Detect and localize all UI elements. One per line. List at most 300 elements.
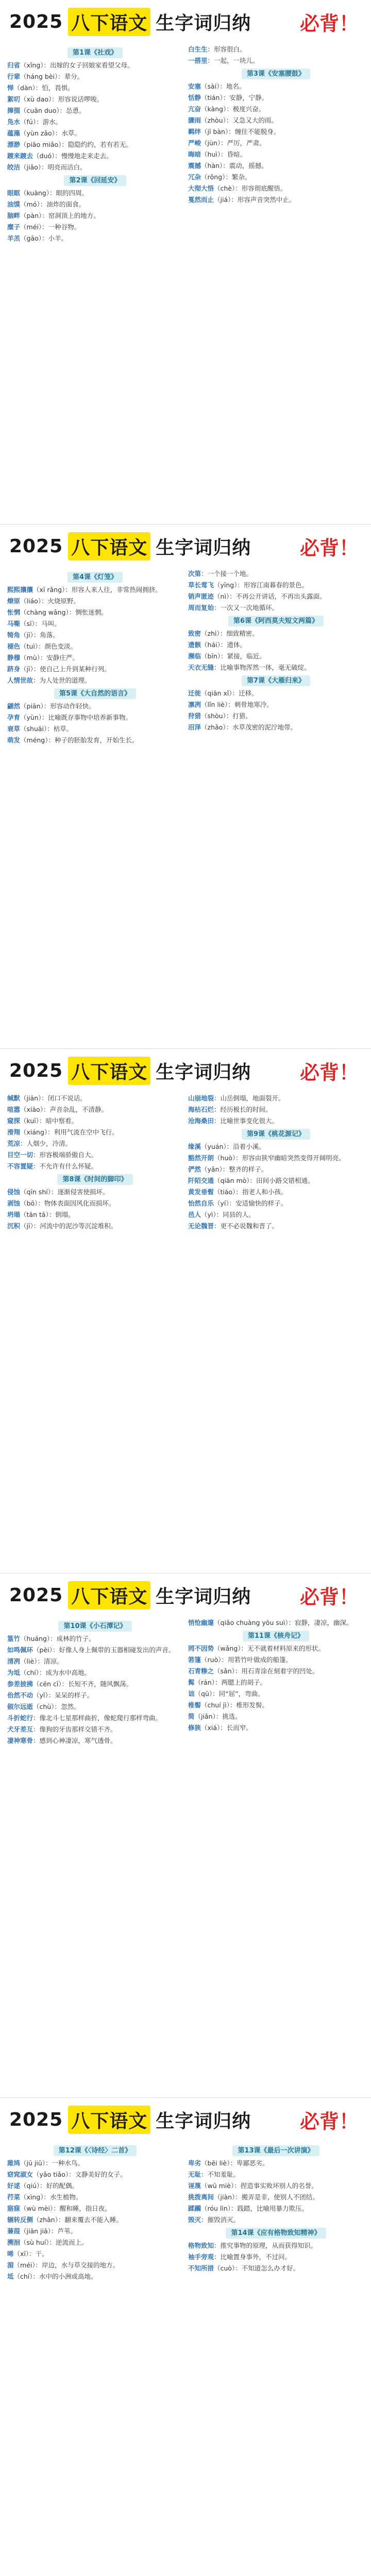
vocab-word: 行辈 — [7, 73, 21, 80]
vocab-word: 袖手旁观 — [188, 2253, 214, 2261]
vocab-definition: （qiǎo chuàng yōu suì）：寂静，凄凉，幽深。 — [214, 1619, 353, 1626]
vocab-word: 剥蚀 — [7, 1199, 21, 1207]
vocab-definition: （yǐ）：呆呆的样子。 — [33, 1691, 94, 1699]
vocab-definition: （róu lìn）：践踏，比喻用暴力欺压。 — [201, 2205, 309, 2212]
lesson-heading — [188, 2228, 364, 2239]
title-subtitle: 生字词归纳 — [156, 1061, 251, 1083]
lesson-heading — [7, 175, 183, 186]
vocab-word: 俶尔远逝 — [7, 1703, 33, 1710]
vocab-word: 草长莺飞 — [188, 581, 214, 589]
vocab-definition: （huì）：昏暗。 — [201, 150, 247, 158]
vocab-entry — [7, 2170, 183, 2179]
vocab-definition: （cuān duo）：怂恿。 — [20, 107, 86, 114]
vocab-entry — [7, 140, 183, 149]
lesson-title: 第12课《〈诗经〉二首》 — [54, 2145, 137, 2156]
page-title — [0, 1579, 371, 1612]
vocab-entry — [188, 651, 364, 661]
vocab-entry — [7, 1736, 183, 1745]
vocab-definition: （wū miè）：捏造事实败坏别人的名誉。 — [201, 2182, 318, 2190]
vocab-definition: （rǒng）：繁杂。 — [201, 173, 251, 181]
columns — [7, 1093, 364, 1566]
vocab-definition: （bēi liè）：卑鄙恶劣。 — [201, 2159, 269, 2167]
vocab-entry — [7, 1656, 183, 1666]
vocab-definition: （qiān mò）：田间小路交错相通。 — [214, 1177, 314, 1184]
vocab-definition: （jū jiū）：一种水鸟。 — [20, 2159, 85, 2167]
title-year: 2025 — [9, 11, 63, 32]
vocab-definition: （sài）：地名。 — [201, 82, 246, 90]
vocab-definition: ：一个接一个地。 — [201, 570, 253, 578]
vocab-entry — [7, 188, 183, 198]
vocab-entry — [7, 1668, 183, 1677]
column-right — [188, 44, 364, 517]
vocab-word: 衰草 — [7, 725, 21, 733]
vocab-definition: ：一次又一次地循环。 — [214, 604, 279, 612]
vocab-word: 窈窕淑女 — [7, 2171, 33, 2178]
lesson-title: 第10课《小石潭记》 — [58, 1621, 131, 1632]
vocab-entry — [7, 2192, 183, 2202]
vocab-definition: （zhì）：细致精密。 — [201, 630, 259, 637]
vocab-definition: （xiá）：长而窄。 — [201, 1724, 252, 1732]
vocab-definition: （méi）：一种谷物。 — [20, 223, 81, 231]
vocab-definition: （piāo miǎo）：隐隐约约，若有若无。 — [20, 141, 132, 148]
page-title — [0, 1054, 371, 1087]
vocab-word: 羊羔 — [7, 234, 21, 242]
vocab-definition: （kàng）：极度兴奋。 — [201, 105, 265, 113]
vocab-word: 斗折蛇行 — [7, 1714, 33, 1722]
vocab-entry — [7, 162, 183, 172]
vocab-entry — [188, 1153, 364, 1163]
vocab-word: 修狭 — [188, 1724, 201, 1732]
columns — [7, 569, 364, 1041]
vocab-entry — [188, 2263, 364, 2273]
vocab-word: 亢奋 — [188, 105, 201, 113]
vocab-definition: ：比喻世事变化很大。 — [214, 1117, 279, 1125]
vocab-word: 毁灭 — [188, 2216, 201, 2224]
vocab-definition: （xī rǎng）：形容人来人往，非常热闹拥挤。 — [33, 586, 162, 594]
vocab-definition: （tián）：安静，宁静。 — [201, 94, 268, 101]
vocab-definition: （yīng）：形容江南暮春的景色。 — [214, 581, 308, 589]
vocab-word: 晞 — [7, 2250, 14, 2258]
vocab-entry — [7, 1702, 183, 1711]
vocab-definition: ：像狗的牙齿那样交错不齐。 — [33, 1725, 117, 1733]
columns — [7, 1618, 364, 2090]
vocab-page — [0, 1049, 371, 1573]
vocab-definition: （sǎn）：用石青涂在刻着字的凹处。 — [214, 1667, 319, 1675]
vocab-definition: （yì）：同县的人。 — [201, 1211, 255, 1218]
vocab-word: 石青糁之 — [188, 1667, 214, 1675]
vocab-definition: （yí）：安适愉快的样子。 — [214, 1199, 288, 1207]
vocab-entry — [188, 1700, 364, 1710]
vocab-entry — [7, 619, 183, 629]
vocab-definition: ：不知羞耻。 — [201, 2171, 240, 2178]
vocab-entry — [7, 585, 183, 595]
vocab-entry — [188, 2170, 364, 2179]
vocab-definition: （yuán）：沿着小溪。 — [201, 1143, 265, 1150]
title-highlight: 八下语文 — [68, 1057, 150, 1085]
vocab-entry — [7, 1634, 183, 1643]
vocab-word: 卑劣 — [188, 2159, 201, 2167]
vocab-entry — [188, 2215, 364, 2225]
column-right — [188, 569, 364, 1041]
vocab-entry — [7, 1221, 183, 1231]
lesson-heading — [188, 2145, 364, 2156]
column-left — [7, 2142, 183, 2576]
vocab-word: 荇菜 — [7, 2193, 21, 2201]
vocab-word: 安塞 — [188, 82, 201, 90]
vocab-word: 褪色 — [7, 642, 21, 650]
vocab-entry — [7, 607, 183, 617]
vocab-entry — [7, 2204, 183, 2213]
vocab-word: 沉积 — [7, 1222, 21, 1230]
vocab-word: 寤寐 — [7, 2205, 21, 2212]
vocab-definition: （duó）：慢慢地走来走去。 — [33, 152, 113, 160]
vocab-definition: （jiān jiā）：芦苇。 — [20, 2227, 77, 2235]
vocab-word: 濒临 — [188, 652, 201, 660]
vocab-entry — [7, 596, 183, 606]
vocab-definition: （dàn）：怕，畏惧。 — [13, 84, 74, 92]
vocab-word: 糜子 — [7, 223, 21, 231]
vocab-word: 销声匿迹 — [188, 592, 214, 600]
vocab-definition: （mó）：油炸的面食。 — [20, 200, 86, 208]
vocab-entry — [7, 94, 183, 104]
vocab-entry — [7, 151, 183, 161]
vocab-entry — [7, 653, 183, 663]
title-urgent: 必背！ — [299, 1585, 359, 1608]
vocab-entry — [188, 580, 364, 590]
vocab-definition: （chàng wǎng）：惆怅迷惘。 — [20, 608, 108, 616]
vocab-definition: （tiáo）：指老人和小孩。 — [214, 1188, 288, 1196]
vocab-word: 荒凉 — [7, 1140, 21, 1147]
vocab-page — [0, 2098, 371, 2576]
vocab-entry — [188, 1221, 364, 1231]
vocab-definition: （fú）：游水。 — [20, 118, 62, 126]
vocab-definition: ：一起，一块儿。 — [207, 57, 259, 64]
vocab-entry — [188, 2158, 364, 2168]
vocab-word: 蕴藻 — [7, 129, 21, 137]
vocab-entry — [188, 629, 364, 638]
lesson-title: 第8课《时间的脚印》 — [57, 1174, 132, 1185]
vocab-word: 清冽 — [7, 1657, 21, 1665]
vocab-entry — [7, 713, 183, 722]
vocab-entry — [7, 1679, 183, 1689]
vocab-definition: （wǎng）：无不就着材料原来的形状。 — [214, 1645, 325, 1652]
vocab-entry — [7, 724, 183, 734]
lesson-heading — [7, 2145, 183, 2156]
vocab-definition: ：形容很白。 — [207, 45, 246, 53]
title-urgent: 必背！ — [299, 536, 359, 560]
column-right — [188, 1618, 364, 2090]
vocab-definition: （xù dao）：形容说话啰唆。 — [20, 95, 104, 103]
vocab-entry — [7, 2260, 183, 2270]
vocab-entry — [7, 701, 183, 711]
vocab-entry — [7, 664, 183, 674]
vocab-entry — [188, 2252, 364, 2262]
vocab-entry — [188, 183, 364, 193]
vocab-entry — [7, 233, 183, 243]
vocab-definition: （méi）：岸边，水与草交接的地方。 — [13, 2261, 120, 2269]
vocab-word: 大彻大悟 — [188, 184, 214, 192]
lesson-title: 第4课《灯笼》 — [68, 572, 123, 583]
vocab-entry — [7, 1093, 183, 1103]
vocab-definition: （tuì）：颜色变淡。 — [20, 642, 77, 650]
vocab-definition: （jiǎo）：明亮而洁白。 — [20, 163, 87, 171]
vocab-word: 犬牙差互 — [7, 1725, 33, 1733]
vocab-definition: （tān tā）：倒塌。 — [20, 1211, 75, 1218]
vocab-definition: （jī）：河流中的泥沙等沉淀堆积。 — [20, 1222, 117, 1230]
vocab-entry — [188, 104, 364, 114]
vocab-definition: （liè）：清凉。 — [20, 1657, 63, 1665]
vocab-word: 坍塌 — [7, 1211, 21, 1218]
vocab-definition: （chuí jì）：椎形发髻。 — [201, 1701, 268, 1709]
vocab-entry — [7, 1645, 183, 1655]
vocab-word: 漂渺 — [7, 141, 21, 148]
vocab-entry — [188, 569, 364, 579]
vocab-word: 滑翔 — [7, 1128, 21, 1136]
vocab-entry — [188, 1689, 364, 1699]
vocab-definition: （qiān xǐ）：迁移。 — [201, 689, 258, 697]
vocab-definition: （xìng）：水生植物。 — [20, 2193, 82, 2201]
vocab-definition: （huò）：形容由狭窄幽暗突然变得开阔明亮。 — [214, 1154, 345, 1162]
title-subtitle: 生字词归纳 — [156, 537, 251, 558]
columns — [7, 2142, 364, 2576]
vocab-word: 冗杂 — [188, 173, 201, 181]
vocab-entry — [188, 2192, 364, 2202]
vocab-word: 缘溪 — [188, 1143, 201, 1150]
vocab-entry — [7, 1210, 183, 1219]
vocab-definition: （xiāo）：声音杂乱，不清静。 — [20, 1106, 108, 1113]
vocab-word: 诎 — [188, 1690, 195, 1698]
vocab-word: 戛然而止 — [188, 196, 214, 204]
vocab-word: 致密 — [188, 630, 201, 637]
vocab-word: 诬蔑 — [188, 2182, 201, 2190]
lesson-heading — [188, 69, 364, 79]
vocab-entry — [188, 149, 364, 159]
vocab-entry — [188, 1655, 364, 1665]
vocab-entry — [188, 138, 364, 148]
vocab-definition: （rán）：两腮上的胡子。 — [194, 1679, 266, 1686]
vocab-entry — [188, 663, 364, 672]
vocab-entry — [7, 1724, 183, 1734]
page-title — [0, 530, 371, 563]
vocab-entry — [188, 2241, 364, 2250]
vocab-entry — [7, 1690, 183, 1700]
vocab-definition: （jī bàn）：缠住不能脱身。 — [201, 128, 280, 135]
vocab-page — [0, 1573, 371, 2098]
title-highlight: 八下语文 — [68, 532, 150, 561]
vocab-definition: （xǐng）：出嫁的女子回娘家看望父母。 — [20, 61, 134, 69]
vocab-entry — [188, 161, 364, 171]
vocab-word: 羁绊 — [188, 128, 201, 135]
title-year: 2025 — [9, 1584, 63, 1606]
vocab-word: 脑畔 — [7, 212, 21, 219]
vocab-word: 眼眶 — [7, 189, 21, 197]
vocab-definition: ：推究事物的原理，从而获得知识。 — [214, 2242, 317, 2249]
vocab-entry — [188, 1643, 364, 1653]
lesson-title: 第13课《最后一次讲演》 — [232, 2145, 319, 2156]
title-subtitle: 生字词归纳 — [156, 12, 251, 34]
vocab-entry — [188, 1618, 364, 1628]
lesson-heading — [7, 572, 183, 583]
vocab-word: 好逑 — [7, 2182, 21, 2190]
vocab-definition: （bīn）：紧接，临近。 — [201, 652, 266, 660]
vocab-entry — [7, 1161, 183, 1171]
title-year: 2025 — [9, 2109, 63, 2130]
vocab-definition: ：摧毁消灭。 — [201, 2216, 240, 2224]
column-left — [7, 1093, 183, 1566]
vocab-definition: ：形容极端骄傲自大。 — [33, 1151, 98, 1159]
vocab-entry — [188, 172, 364, 182]
title-urgent: 必背！ — [299, 12, 359, 35]
vocab-definition: （wù mèi）：醒和睡，指日夜。 — [20, 2205, 111, 2212]
vocab-word: 撺掇 — [7, 107, 21, 114]
vocab-word: 溯洄 — [7, 2239, 21, 2246]
lesson-heading — [188, 1129, 364, 1140]
vocab-word: 一搭里 — [188, 57, 208, 64]
vocab-entry — [188, 93, 364, 103]
vocab-word: 犄角 — [7, 631, 21, 639]
vocab-definition: （hàn）：震动，摇撼。 — [201, 162, 268, 170]
vocab-entry — [7, 222, 183, 232]
vocab-word: 悄怆幽邃 — [188, 1619, 214, 1626]
page-title — [0, 5, 371, 38]
vocab-word: 俨然 — [188, 1165, 201, 1173]
vocab-word: 罔不因势 — [188, 1645, 214, 1652]
vocab-entry — [188, 591, 364, 601]
vocab-definition: （gāo）：小羊。 — [20, 234, 68, 242]
vocab-entry — [188, 44, 364, 54]
vocab-definition: （yùn zǎo）：水草。 — [20, 129, 81, 137]
vocab-entry — [188, 640, 364, 650]
columns — [7, 44, 364, 517]
title-highlight: 八下语文 — [68, 2106, 150, 2134]
vocab-definition: （qū）：同“屈”，弯曲。 — [194, 1690, 264, 1698]
vocab-word: 燎原 — [7, 597, 21, 605]
vocab-entry — [188, 1142, 364, 1151]
vocab-definition: （hái）：遗体。 — [201, 641, 246, 649]
lesson-title: 第2课《回延安》 — [64, 175, 126, 186]
lesson-title: 第6课《阿西莫夫短文两篇》 — [228, 616, 324, 626]
title-year: 2025 — [9, 535, 63, 557]
vocab-entry — [7, 72, 183, 81]
vocab-word: 不知所措 — [188, 2264, 214, 2272]
title-highlight: 八下语文 — [68, 8, 150, 36]
vocab-entry — [7, 641, 183, 651]
vocab-entry — [188, 1176, 364, 1185]
vocab-entry — [188, 1210, 364, 1219]
vocab-word: 油馍 — [7, 200, 21, 208]
vocab-entry — [188, 1198, 364, 1208]
vocab-word: 次第 — [188, 570, 201, 578]
vocab-definition: （qīn shí）：逐渐侵害使损坏。 — [20, 1188, 109, 1196]
vocab-definition: ：像北斗七星那样曲折，像蛇爬行那样弯曲。 — [33, 1714, 162, 1722]
title-urgent: 必背！ — [299, 1061, 359, 1084]
column-right — [188, 2142, 364, 2576]
vocab-word: 马嘶 — [7, 620, 21, 628]
vocab-word: 山崩地裂 — [188, 1094, 214, 1102]
vocab-word: 佁然不动 — [7, 1691, 33, 1699]
vocab-word: 黄发垂髫 — [188, 1188, 214, 1196]
vocab-word: 挑拨离间 — [188, 2193, 214, 2201]
vocab-word: 无论魏晋 — [188, 1222, 214, 1230]
vocab-definition: （shòu）：打猎。 — [201, 712, 252, 720]
vocab-definition: ：山岳倒塌，地面裂开。 — [214, 1094, 285, 1102]
vocab-entry — [7, 2272, 183, 2281]
vocab-entry — [188, 1723, 364, 1733]
vocab-entry — [188, 56, 364, 65]
vocab-definition: ：人烟少，冷清。 — [20, 1140, 72, 1147]
vocab-entry — [188, 722, 364, 732]
vocab-definition: （chè）：形容彻底醒悟。 — [214, 184, 287, 192]
vocab-word: 白生生 — [188, 45, 208, 53]
lesson-title: 第11课《核舟记》 — [243, 1631, 309, 1641]
vocab-word: 蒹葭 — [7, 2227, 21, 2235]
vocab-entry — [7, 2215, 183, 2225]
vocab-word: 絮叨 — [7, 95, 21, 103]
vocab-definition: ：为人处世的道理。 — [33, 676, 91, 684]
lesson-heading — [7, 1621, 183, 1632]
vocab-entry — [188, 700, 364, 709]
vocab-word: 湄 — [7, 2261, 14, 2269]
vocab-definition: （háng bèi）：辈分。 — [20, 73, 84, 80]
vocab-word: 天衣无缝 — [188, 664, 214, 671]
column-left — [7, 569, 183, 1041]
column-left — [7, 44, 183, 517]
column-right — [188, 1093, 364, 1566]
vocab-word: 迁徙 — [188, 689, 201, 697]
vocab-word: 萌发 — [7, 736, 21, 744]
vocab-definition: （yǎn）：整齐的样子。 — [201, 1165, 268, 1173]
vocab-entry — [188, 1187, 364, 1197]
vocab-word: 恬静 — [188, 94, 201, 101]
vocab-entry — [7, 1187, 183, 1197]
vocab-definition: （zhòu）：又急又大的雨。 — [201, 116, 278, 124]
vocab-word: 为坻 — [7, 1669, 21, 1676]
vocab-entry — [188, 711, 364, 721]
lesson-heading — [188, 616, 364, 626]
vocab-word: 周而复始 — [188, 604, 214, 612]
vocab-word: 雎鸠 — [7, 2159, 21, 2167]
vocab-entry — [7, 2181, 183, 2191]
vocab-definition: （yùn）：比喻既存事物中培养新事物。 — [20, 714, 132, 721]
vocab-entry — [188, 1093, 364, 1103]
vocab-entry — [188, 2204, 364, 2213]
vocab-word: 目空一切 — [7, 1151, 33, 1159]
vocab-word: 归省 — [7, 61, 21, 69]
title-subtitle: 生字词归纳 — [156, 1586, 251, 1607]
vocab-definition: （jiān）：闭口不说话。 — [20, 1094, 87, 1102]
vocab-entry — [188, 81, 364, 91]
vocab-entry — [188, 115, 364, 125]
vocab-word: 椎髻 — [188, 1701, 201, 1709]
vocab-entry — [7, 83, 183, 93]
vocab-entry — [7, 630, 183, 640]
vocab-word: 蹂躏 — [188, 2205, 201, 2212]
vocab-entry — [7, 2238, 183, 2247]
title-urgent: 必背！ — [299, 2110, 359, 2133]
vocab-word: 如鸣佩环 — [7, 1646, 33, 1654]
vocab-entry — [7, 60, 183, 70]
vocab-definition: （chù）：忽然。 — [33, 1703, 80, 1710]
vocab-word: 凫水 — [7, 118, 21, 126]
lesson-heading — [7, 47, 183, 58]
vocab-entry — [7, 1150, 183, 1160]
vocab-definition: （nì）：不再公开讲话，不再出头露面。 — [214, 592, 326, 600]
vocab-entry — [188, 1666, 364, 1676]
vocab-entry — [7, 199, 183, 209]
vocab-entry — [7, 675, 183, 685]
vocab-word: 狩猎 — [188, 712, 201, 720]
vocab-word: 辗转反侧 — [7, 2216, 33, 2224]
